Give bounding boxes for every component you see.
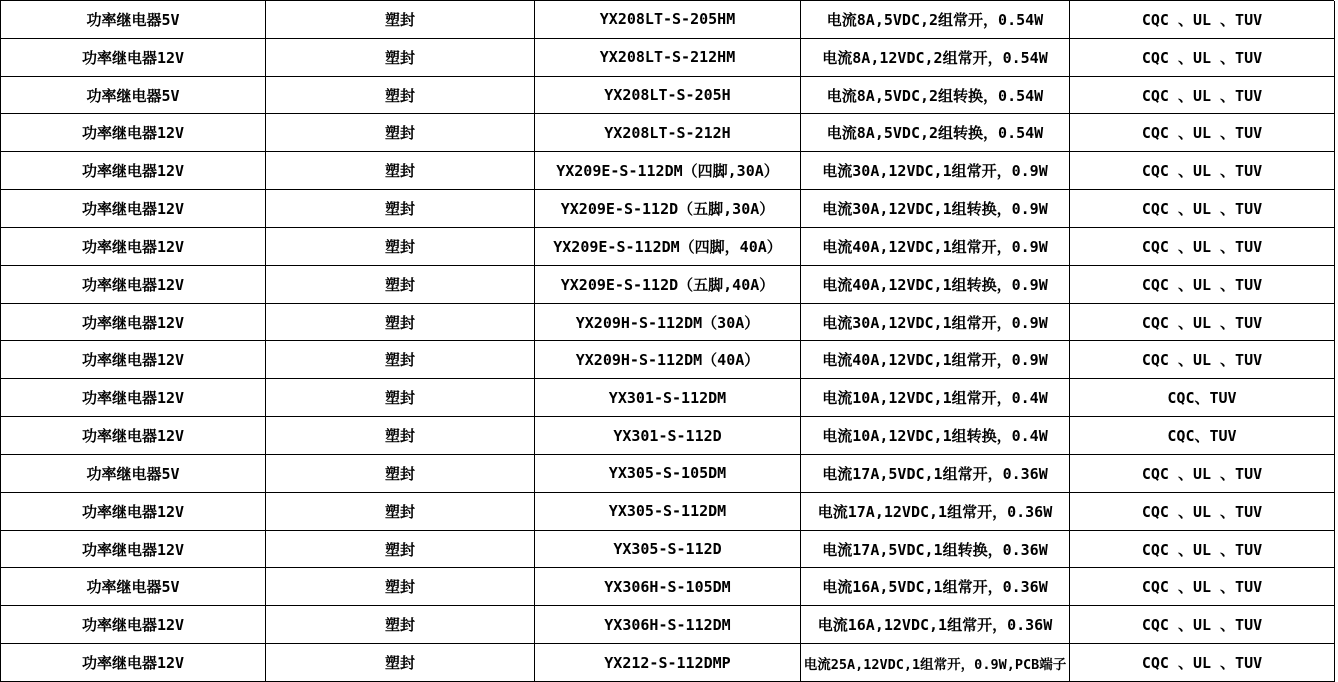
- cell-spec: 电流30A,12VDC,1组转换，0.9W: [801, 190, 1070, 228]
- cell-model: YX209E-S-112D（五脚,40A）: [535, 266, 801, 304]
- cell-model: YX209E-S-112DM（四脚,30A）: [535, 152, 801, 190]
- cell-spec: 电流8A,12VDC,2组常开，0.54W: [801, 39, 1070, 77]
- cell-model: YX209H-S-112DM（30A）: [535, 304, 801, 342]
- cell-spec: 电流8A,5VDC,2组转换，0.54W: [801, 114, 1070, 152]
- cell-spec: 电流8A,5VDC,2组常开，0.54W: [801, 1, 1070, 39]
- cell-product-type: 功率继电器5V: [1, 455, 266, 493]
- cell-certification: CQC 、UL 、TUV: [1070, 568, 1335, 606]
- cell-certification: CQC 、UL 、TUV: [1070, 77, 1335, 115]
- cell-model: YX209H-S-112DM（40A）: [535, 341, 801, 379]
- cell-spec: 电流16A,5VDC,1组常开，0.36W: [801, 568, 1070, 606]
- cell-product-type: 功率继电器12V: [1, 266, 266, 304]
- cell-package: 塑封: [266, 304, 535, 342]
- cell-spec: 电流17A,12VDC,1组常开，0.36W: [801, 493, 1070, 531]
- cell-model: YX208LT-S-205HM: [535, 1, 801, 39]
- cell-package: 塑封: [266, 493, 535, 531]
- cell-model: YX306H-S-105DM: [535, 568, 801, 606]
- cell-certification: CQC、TUV: [1070, 417, 1335, 455]
- cell-package: 塑封: [266, 114, 535, 152]
- cell-package: 塑封: [266, 417, 535, 455]
- cell-certification: CQC 、UL 、TUV: [1070, 455, 1335, 493]
- cell-package: 塑封: [266, 531, 535, 569]
- cell-package: 塑封: [266, 644, 535, 682]
- cell-package: 塑封: [266, 455, 535, 493]
- cell-spec: 电流30A,12VDC,1组常开，0.9W: [801, 152, 1070, 190]
- cell-spec: 电流10A,12VDC,1组常开，0.4W: [801, 379, 1070, 417]
- cell-certification: CQC 、UL 、TUV: [1070, 114, 1335, 152]
- cell-model: YX305-S-112D: [535, 531, 801, 569]
- cell-package: 塑封: [266, 266, 535, 304]
- cell-certification: CQC 、UL 、TUV: [1070, 341, 1335, 379]
- cell-certification: CQC 、UL 、TUV: [1070, 39, 1335, 77]
- cell-package: 塑封: [266, 606, 535, 644]
- cell-certification: CQC 、UL 、TUV: [1070, 1, 1335, 39]
- cell-model: YX305-S-105DM: [535, 455, 801, 493]
- cell-product-type: 功率继电器12V: [1, 228, 266, 266]
- cell-package: 塑封: [266, 190, 535, 228]
- cell-package: 塑封: [266, 39, 535, 77]
- cell-certification: CQC 、UL 、TUV: [1070, 531, 1335, 569]
- cell-certification: CQC 、UL 、TUV: [1070, 606, 1335, 644]
- cell-spec: 电流8A,5VDC,2组转换，0.54W: [801, 77, 1070, 115]
- cell-spec: 电流40A,12VDC,1组转换，0.9W: [801, 266, 1070, 304]
- cell-spec: 电流25A,12VDC,1组常开，0.9W,PCB端子: [801, 644, 1070, 682]
- cell-certification: CQC 、UL 、TUV: [1070, 228, 1335, 266]
- cell-certification: CQC 、UL 、TUV: [1070, 644, 1335, 682]
- cell-model: YX208LT-S-205H: [535, 77, 801, 115]
- cell-model: YX209E-S-112DM（四脚，40A）: [535, 228, 801, 266]
- cell-package: 塑封: [266, 228, 535, 266]
- cell-model: YX301-S-112D: [535, 417, 801, 455]
- cell-product-type: 功率继电器12V: [1, 644, 266, 682]
- cell-product-type: 功率继电器12V: [1, 379, 266, 417]
- cell-package: 塑封: [266, 77, 535, 115]
- cell-product-type: 功率继电器5V: [1, 1, 266, 39]
- cell-package: 塑封: [266, 152, 535, 190]
- cell-spec: 电流40A,12VDC,1组常开，0.9W: [801, 341, 1070, 379]
- cell-product-type: 功率继电器5V: [1, 77, 266, 115]
- cell-spec: 电流17A,5VDC,1组常开，0.36W: [801, 455, 1070, 493]
- cell-spec: 电流16A,12VDC,1组常开，0.36W: [801, 606, 1070, 644]
- cell-product-type: 功率继电器12V: [1, 190, 266, 228]
- cell-certification: CQC 、UL 、TUV: [1070, 190, 1335, 228]
- cell-certification: CQC 、UL 、TUV: [1070, 266, 1335, 304]
- cell-package: 塑封: [266, 1, 535, 39]
- cell-product-type: 功率继电器12V: [1, 304, 266, 342]
- cell-certification: CQC 、UL 、TUV: [1070, 493, 1335, 531]
- cell-model: YX305-S-112DM: [535, 493, 801, 531]
- cell-product-type: 功率继电器12V: [1, 493, 266, 531]
- cell-model: YX301-S-112DM: [535, 379, 801, 417]
- cell-product-type: 功率继电器12V: [1, 39, 266, 77]
- cell-spec: 电流17A,5VDC,1组转换，0.36W: [801, 531, 1070, 569]
- cell-model: YX208LT-S-212H: [535, 114, 801, 152]
- cell-product-type: 功率继电器12V: [1, 417, 266, 455]
- cell-product-type: 功率继电器12V: [1, 341, 266, 379]
- cell-product-type: 功率继电器12V: [1, 114, 266, 152]
- cell-certification: CQC 、UL 、TUV: [1070, 304, 1335, 342]
- cell-package: 塑封: [266, 341, 535, 379]
- cell-model: YX212-S-112DMP: [535, 644, 801, 682]
- cell-model: YX306H-S-112DM: [535, 606, 801, 644]
- cell-certification: CQC 、UL 、TUV: [1070, 152, 1335, 190]
- cell-package: 塑封: [266, 379, 535, 417]
- cell-spec: 电流10A,12VDC,1组转换，0.4W: [801, 417, 1070, 455]
- cell-product-type: 功率继电器12V: [1, 531, 266, 569]
- cell-spec: 电流40A,12VDC,1组常开，0.9W: [801, 228, 1070, 266]
- cell-product-type: 功率继电器12V: [1, 152, 266, 190]
- cell-package: 塑封: [266, 568, 535, 606]
- cell-model: YX208LT-S-212HM: [535, 39, 801, 77]
- cell-model: YX209E-S-112D（五脚,30A）: [535, 190, 801, 228]
- cell-product-type: 功率继电器5V: [1, 568, 266, 606]
- cell-certification: CQC、TUV: [1070, 379, 1335, 417]
- cell-spec: 电流30A,12VDC,1组常开，0.9W: [801, 304, 1070, 342]
- cell-product-type: 功率继电器12V: [1, 606, 266, 644]
